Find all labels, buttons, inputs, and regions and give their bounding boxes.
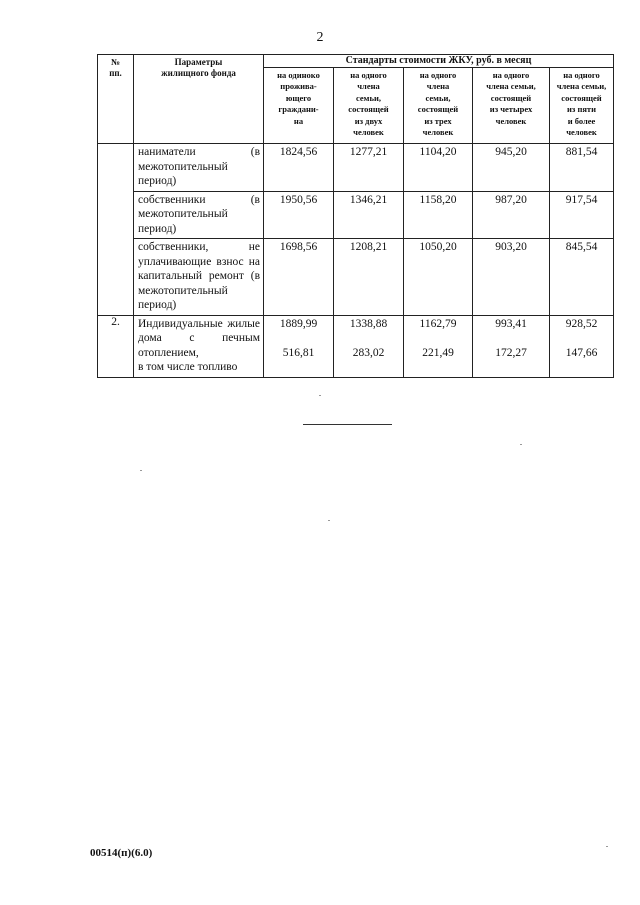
- table-row: [98, 315, 614, 377]
- column-header-three-persons: на одного члена семьи, состоящей из трех человек: [404, 68, 473, 144]
- table-row: [98, 239, 614, 316]
- scan-speck: [606, 846, 608, 847]
- subvalue-cell: 283,02: [352, 346, 385, 359]
- table-header-row: [98, 55, 614, 68]
- row-index-cell: 2.: [98, 315, 134, 377]
- value-cell: 1889,99: [279, 317, 318, 330]
- document-code: 00514(п)(6.0): [90, 847, 153, 859]
- subvalue-cell: 147,66: [565, 346, 598, 359]
- value-cell: 917,54: [550, 191, 614, 239]
- index-column-header: № пп.: [98, 55, 134, 144]
- value-cell: 903,20: [473, 239, 550, 316]
- scan-speck: [140, 470, 142, 471]
- row-param-cell: Индивидуальные жилые дома с печным отоплением,: [138, 317, 260, 359]
- value-cell: 1277,21: [334, 144, 404, 192]
- page-number: 2: [316, 30, 324, 45]
- subvalue-cell: 516,81: [282, 346, 315, 359]
- scan-speck: [328, 520, 330, 521]
- section-divider-line: [303, 424, 392, 425]
- value-cell: 1162,79: [419, 317, 457, 330]
- subvalue-cell: 221,49: [422, 346, 454, 359]
- cost-standards-group-header: Стандарты стоимости ЖКУ, руб. в месяц: [264, 55, 614, 68]
- value-cell: 1158,20: [404, 191, 473, 239]
- value-cell: 987,20: [473, 191, 550, 239]
- row-param-cell: собственники, не уплачивающие взнос на капитальный ремонт (в межотопительный период): [134, 239, 264, 316]
- scan-speck: [520, 444, 522, 445]
- table-row: [98, 191, 614, 239]
- column-header-four-persons: на одного члена семьи, состоящей из четырех человек: [473, 68, 550, 144]
- table-row: [98, 144, 614, 192]
- column-header-single: на одиноко прожива- ющего граждани- на: [264, 68, 334, 144]
- value-cell: 1338,88: [349, 317, 388, 330]
- value-cell: 1698,56: [264, 239, 334, 316]
- value-cell: 1104,20: [404, 144, 473, 192]
- row-index-cell: [98, 144, 134, 316]
- value-cell: 1824,56: [264, 144, 334, 192]
- value-cell: 1346,21: [334, 191, 404, 239]
- scan-speck: [319, 395, 321, 396]
- column-header-five-plus-persons: на одного члена семьи, состоящей из пяти и более человек: [550, 68, 614, 144]
- value-cell: 945,20: [473, 144, 550, 192]
- row-subparam-label: в том числе топливо: [138, 361, 238, 373]
- value-cell: 993,41: [495, 317, 527, 330]
- value-cell: 1950,56: [264, 191, 334, 239]
- value-cell: 881,54: [550, 144, 614, 192]
- row-param-cell: собственники (в межотопительный период): [134, 191, 264, 239]
- value-cell: 845,54: [550, 239, 614, 316]
- value-cell: 1050,20: [404, 239, 473, 316]
- value-cell: 928,52: [565, 317, 598, 330]
- row-param-cell: наниматели (в межотопительный период): [134, 144, 264, 192]
- params-column-header: Параметры жилищного фонда: [134, 55, 264, 144]
- column-header-two-persons: на одного члена семьи, состоящей из двух человек: [334, 68, 404, 144]
- subvalue-cell: 172,27: [495, 346, 527, 359]
- housing-cost-standards-table: [97, 54, 614, 378]
- value-cell: 1208,21: [334, 239, 404, 316]
